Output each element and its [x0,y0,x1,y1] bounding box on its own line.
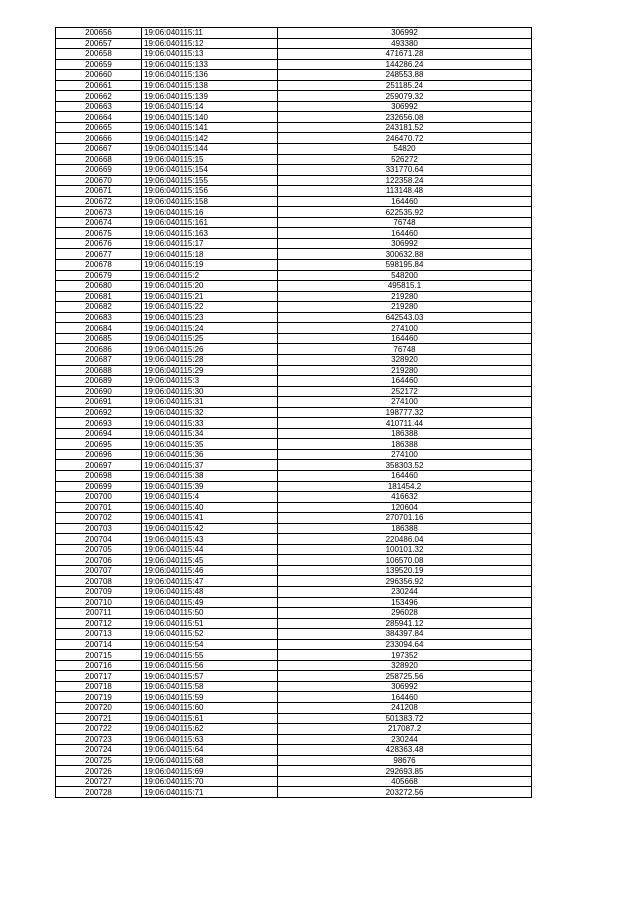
value-cell: 153496 [278,597,532,608]
value-cell: 113148.48 [278,186,532,197]
cadastral-number-cell: 19:06:040115:41 [142,513,278,524]
value-cell: 164460 [278,376,532,387]
table-row [56,91,532,102]
cadastral-number-cell: 19:06:040115:39 [142,481,278,492]
cadastral-number-cell: 19:06:040115:4 [142,492,278,503]
row-id-cell: 200683 [56,312,142,323]
row-id-cell: 200657 [56,38,142,49]
value-cell: 598195.84 [278,260,532,271]
cadastral-number-cell: 19:06:040115:18 [142,249,278,260]
value-cell: 495815.1 [278,281,532,292]
cadastral-number-cell: 19:06:040115:138 [142,80,278,91]
table-row [56,376,532,387]
cadastral-number-cell: 19:06:040115:54 [142,639,278,650]
row-id-cell: 200685 [56,333,142,344]
table-row [56,597,532,608]
cadastral-number-cell: 19:06:040115:57 [142,671,278,682]
row-id-cell: 200680 [56,281,142,292]
table-row [56,80,532,91]
value-cell: 296028 [278,608,532,619]
cadastral-number-cell: 19:06:040115:139 [142,91,278,102]
value-cell: 258725.56 [278,671,532,682]
value-cell: 416632 [278,492,532,503]
value-cell: 259079.32 [278,91,532,102]
row-id-cell: 200670 [56,175,142,186]
cadastral-number-cell: 19:06:040115:38 [142,470,278,481]
cadastral-number-cell: 19:06:040115:24 [142,323,278,334]
cadastral-number-cell: 19:06:040115:43 [142,534,278,545]
table-row [56,217,532,228]
value-cell: 198777.32 [278,407,532,418]
cadastral-number-cell: 19:06:040115:19 [142,260,278,271]
row-id-cell: 200722 [56,724,142,735]
row-id-cell: 200702 [56,513,142,524]
cadastral-number-cell: 19:06:040115:71 [142,787,278,798]
value-cell: 296356.92 [278,576,532,587]
cadastral-number-cell: 19:06:040115:30 [142,386,278,397]
value-cell: 230244 [278,586,532,597]
value-cell: 186388 [278,428,532,439]
table-row [56,745,532,756]
value-cell: 274100 [278,323,532,334]
cadastral-number-cell: 19:06:040115:161 [142,217,278,228]
value-cell: 164460 [278,692,532,703]
row-id-cell: 200688 [56,365,142,376]
cadastral-number-cell: 19:06:040115:60 [142,703,278,714]
row-id-cell: 200656 [56,28,142,39]
cadastral-number-cell: 19:06:040115:142 [142,133,278,144]
cadastral-number-cell: 19:06:040115:28 [142,354,278,365]
table-row [56,122,532,133]
cadastral-number-cell: 19:06:040115:158 [142,196,278,207]
table-row [56,681,532,692]
table-row [56,344,532,355]
cadastral-number-cell: 19:06:040115:58 [142,681,278,692]
value-cell: 252172 [278,386,532,397]
cadastral-number-cell: 19:06:040115:68 [142,755,278,766]
row-id-cell: 200720 [56,703,142,714]
row-id-cell: 200700 [56,492,142,503]
cadastral-number-cell: 19:06:040115:51 [142,618,278,629]
table-row [56,354,532,365]
table-row [56,703,532,714]
row-id-cell: 200710 [56,597,142,608]
row-id-cell: 200696 [56,449,142,460]
table-row [56,175,532,186]
table-row [56,397,532,408]
cadastral-number-cell: 19:06:040115:46 [142,565,278,576]
value-cell: 428363.48 [278,745,532,756]
table-row [56,576,532,587]
table-row [56,144,532,155]
table-row [56,112,532,123]
row-id-cell: 200713 [56,629,142,640]
value-cell: 548200 [278,270,532,281]
value-cell: 217087.2 [278,724,532,735]
value-cell: 526272 [278,154,532,165]
row-id-cell: 200703 [56,523,142,534]
cadastral-number-cell: 19:06:040115:163 [142,228,278,239]
table-row [56,207,532,218]
row-id-cell: 200727 [56,776,142,787]
value-cell: 203272.56 [278,787,532,798]
value-cell: 246470.72 [278,133,532,144]
value-cell: 285941.12 [278,618,532,629]
value-cell: 219280 [278,302,532,313]
table-row [56,407,532,418]
value-cell: 164460 [278,228,532,239]
cadastral-number-cell: 19:06:040115:33 [142,418,278,429]
value-cell: 120604 [278,502,532,513]
table-row [56,787,532,798]
table-row [56,460,532,471]
row-id-cell: 200719 [56,692,142,703]
cadastral-number-cell: 19:06:040115:49 [142,597,278,608]
row-id-cell: 200666 [56,133,142,144]
table-row [56,650,532,661]
row-id-cell: 200664 [56,112,142,123]
row-id-cell: 200726 [56,766,142,777]
value-cell: 122358.24 [278,175,532,186]
row-id-cell: 200677 [56,249,142,260]
row-id-cell: 200711 [56,608,142,619]
value-cell: 76748 [278,344,532,355]
value-cell: 197352 [278,650,532,661]
cadastral-number-cell: 19:06:040115:16 [142,207,278,218]
value-cell: 358303.52 [278,460,532,471]
table-row [56,523,532,534]
value-cell: 219280 [278,291,532,302]
row-id-cell: 200661 [56,80,142,91]
cadastral-number-cell: 19:06:040115:141 [142,122,278,133]
cadastral-number-cell: 19:06:040115:21 [142,291,278,302]
value-cell: 331770.64 [278,165,532,176]
value-cell: 306992 [278,101,532,112]
table-row [56,196,532,207]
table-row [56,228,532,239]
value-cell: 410711.44 [278,418,532,429]
table-row [56,28,532,39]
value-cell: 274100 [278,397,532,408]
value-cell: 164460 [278,333,532,344]
value-cell: 186388 [278,523,532,534]
value-cell: 106570.08 [278,555,532,566]
table-row [56,734,532,745]
row-id-cell: 200701 [56,502,142,513]
row-id-cell: 200686 [56,344,142,355]
cadastral-number-cell: 19:06:040115:63 [142,734,278,745]
row-id-cell: 200684 [56,323,142,334]
value-cell: 243181.52 [278,122,532,133]
cadastral-number-cell: 19:06:040115:17 [142,238,278,249]
row-id-cell: 200672 [56,196,142,207]
row-id-cell: 200693 [56,418,142,429]
row-id-cell: 200690 [56,386,142,397]
table-row [56,323,532,334]
table-row [56,513,532,524]
value-cell: 241208 [278,703,532,714]
value-cell: 233094.64 [278,639,532,650]
value-cell: 405668 [278,776,532,787]
table-row [56,481,532,492]
cadastral-number-cell: 19:06:040115:61 [142,713,278,724]
value-cell: 292693.85 [278,766,532,777]
row-id-cell: 200659 [56,59,142,70]
cadastral-number-cell: 19:06:040115:14 [142,101,278,112]
table-row [56,260,532,271]
table-row [56,766,532,777]
value-cell: 76748 [278,217,532,228]
table-row [56,386,532,397]
value-cell: 248553.88 [278,70,532,81]
row-id-cell: 200728 [56,787,142,798]
cadastral-number-cell: 19:06:040115:26 [142,344,278,355]
table-row [56,418,532,429]
cadastral-number-cell: 19:06:040115:22 [142,302,278,313]
table-row [56,428,532,439]
table-row [56,70,532,81]
table-row [56,165,532,176]
table-row [56,291,532,302]
cadastral-number-cell: 19:06:040115:47 [142,576,278,587]
cadastral-number-cell: 19:06:040115:62 [142,724,278,735]
table-row [56,333,532,344]
row-id-cell: 200705 [56,544,142,555]
value-cell: 100101.32 [278,544,532,555]
row-id-cell: 200669 [56,165,142,176]
row-id-cell: 200716 [56,660,142,671]
cadastral-number-cell: 19:06:040115:12 [142,38,278,49]
row-id-cell: 200665 [56,122,142,133]
cadastral-number-cell: 19:06:040115:140 [142,112,278,123]
row-id-cell: 200667 [56,144,142,155]
row-id-cell: 200658 [56,49,142,60]
row-id-cell: 200662 [56,91,142,102]
row-id-cell: 200682 [56,302,142,313]
table-row [56,312,532,323]
data-table [55,27,532,798]
cadastral-number-cell: 19:06:040115:37 [142,460,278,471]
table-body [56,28,532,798]
cadastral-number-cell: 19:06:040115:48 [142,586,278,597]
row-id-cell: 200718 [56,681,142,692]
table-row [56,671,532,682]
value-cell: 274100 [278,449,532,460]
row-id-cell: 200706 [56,555,142,566]
table-row [56,608,532,619]
row-id-cell: 200663 [56,101,142,112]
table-row [56,249,532,260]
value-cell: 144286.24 [278,59,532,70]
row-id-cell: 200708 [56,576,142,587]
table-row [56,38,532,49]
table-row [56,133,532,144]
cadastral-number-cell: 19:06:040115:52 [142,629,278,640]
row-id-cell: 200678 [56,260,142,271]
cadastral-number-cell: 19:06:040115:25 [142,333,278,344]
row-id-cell: 200668 [56,154,142,165]
value-cell: 251185.24 [278,80,532,91]
value-cell: 98676 [278,755,532,766]
value-cell: 164460 [278,470,532,481]
row-id-cell: 200660 [56,70,142,81]
row-id-cell: 200694 [56,428,142,439]
table-row [56,586,532,597]
row-id-cell: 200679 [56,270,142,281]
row-id-cell: 200725 [56,755,142,766]
table-row [56,713,532,724]
table-row [56,639,532,650]
cadastral-number-cell: 19:06:040115:70 [142,776,278,787]
table-row [56,534,532,545]
value-cell: 471671.28 [278,49,532,60]
cadastral-number-cell: 19:06:040115:56 [142,660,278,671]
row-id-cell: 200673 [56,207,142,218]
value-cell: 300632.88 [278,249,532,260]
table-row [56,270,532,281]
cadastral-number-cell: 19:06:040115:35 [142,439,278,450]
row-id-cell: 200671 [56,186,142,197]
value-cell: 328920 [278,354,532,365]
table-row [56,660,532,671]
cadastral-number-cell: 19:06:040115:42 [142,523,278,534]
cadastral-number-cell: 19:06:040115:69 [142,766,278,777]
table-row [56,492,532,503]
cadastral-number-cell: 19:06:040115:13 [142,49,278,60]
cadastral-number-cell: 19:06:040115:20 [142,281,278,292]
value-cell: 186388 [278,439,532,450]
table-row [56,502,532,513]
cadastral-number-cell: 19:06:040115:15 [142,154,278,165]
value-cell: 181454.2 [278,481,532,492]
table-row [56,755,532,766]
value-cell: 306992 [278,28,532,39]
table-row [56,555,532,566]
cadastral-number-cell: 19:06:040115:3 [142,376,278,387]
cadastral-number-cell: 19:06:040115:2 [142,270,278,281]
value-cell: 622535.92 [278,207,532,218]
table-row [56,544,532,555]
cadastral-number-cell: 19:06:040115:136 [142,70,278,81]
cadastral-number-cell: 19:06:040115:133 [142,59,278,70]
table-row [56,281,532,292]
row-id-cell: 200724 [56,745,142,756]
row-id-cell: 200674 [56,217,142,228]
table-row [56,49,532,60]
row-id-cell: 200704 [56,534,142,545]
value-cell: 384397.84 [278,629,532,640]
cadastral-number-cell: 19:06:040115:34 [142,428,278,439]
table-row [56,692,532,703]
table-row [56,238,532,249]
cadastral-number-cell: 19:06:040115:156 [142,186,278,197]
row-id-cell: 200692 [56,407,142,418]
value-cell: 219280 [278,365,532,376]
table-row [56,776,532,787]
table-row [56,629,532,640]
table-row [56,449,532,460]
row-id-cell: 200717 [56,671,142,682]
cadastral-number-cell: 19:06:040115:29 [142,365,278,376]
row-id-cell: 200675 [56,228,142,239]
cadastral-number-cell: 19:06:040115:36 [142,449,278,460]
cadastral-number-cell: 19:06:040115:154 [142,165,278,176]
cadastral-number-cell: 19:06:040115:45 [142,555,278,566]
row-id-cell: 200695 [56,439,142,450]
value-cell: 230244 [278,734,532,745]
row-id-cell: 200721 [56,713,142,724]
cadastral-number-cell: 19:06:040115:59 [142,692,278,703]
table-row [56,565,532,576]
table-row [56,302,532,313]
table-row [56,186,532,197]
row-id-cell: 200707 [56,565,142,576]
cadastral-number-cell: 19:06:040115:32 [142,407,278,418]
row-id-cell: 200697 [56,460,142,471]
table-row [56,365,532,376]
row-id-cell: 200681 [56,291,142,302]
value-cell: 54820 [278,144,532,155]
row-id-cell: 200715 [56,650,142,661]
value-cell: 164460 [278,196,532,207]
cadastral-number-cell: 19:06:040115:44 [142,544,278,555]
cadastral-number-cell: 19:06:040115:11 [142,28,278,39]
row-id-cell: 200676 [56,238,142,249]
value-cell: 493380 [278,38,532,49]
value-cell: 270701.16 [278,513,532,524]
row-id-cell: 200709 [56,586,142,597]
cadastral-number-cell: 19:06:040115:31 [142,397,278,408]
row-id-cell: 200698 [56,470,142,481]
cadastral-number-cell: 19:06:040115:144 [142,144,278,155]
cadastral-number-cell: 19:06:040115:155 [142,175,278,186]
value-cell: 642543.03 [278,312,532,323]
value-cell: 328920 [278,660,532,671]
row-id-cell: 200699 [56,481,142,492]
table-row [56,101,532,112]
cadastral-number-cell: 19:06:040115:50 [142,608,278,619]
value-cell: 139520.19 [278,565,532,576]
value-cell: 220486.04 [278,534,532,545]
row-id-cell: 200689 [56,376,142,387]
row-id-cell: 200687 [56,354,142,365]
row-id-cell: 200723 [56,734,142,745]
cadastral-number-cell: 19:06:040115:55 [142,650,278,661]
cadastral-number-cell: 19:06:040115:23 [142,312,278,323]
value-cell: 501383.72 [278,713,532,724]
value-cell: 232656.08 [278,112,532,123]
row-id-cell: 200714 [56,639,142,650]
table-row [56,724,532,735]
table-row [56,59,532,70]
table-row [56,470,532,481]
cadastral-number-cell: 19:06:040115:40 [142,502,278,513]
value-cell: 306992 [278,238,532,249]
cadastral-number-cell: 19:06:040115:64 [142,745,278,756]
row-id-cell: 200712 [56,618,142,629]
table-row [56,154,532,165]
table-row [56,439,532,450]
row-id-cell: 200691 [56,397,142,408]
value-cell: 306992 [278,681,532,692]
table-row [56,618,532,629]
